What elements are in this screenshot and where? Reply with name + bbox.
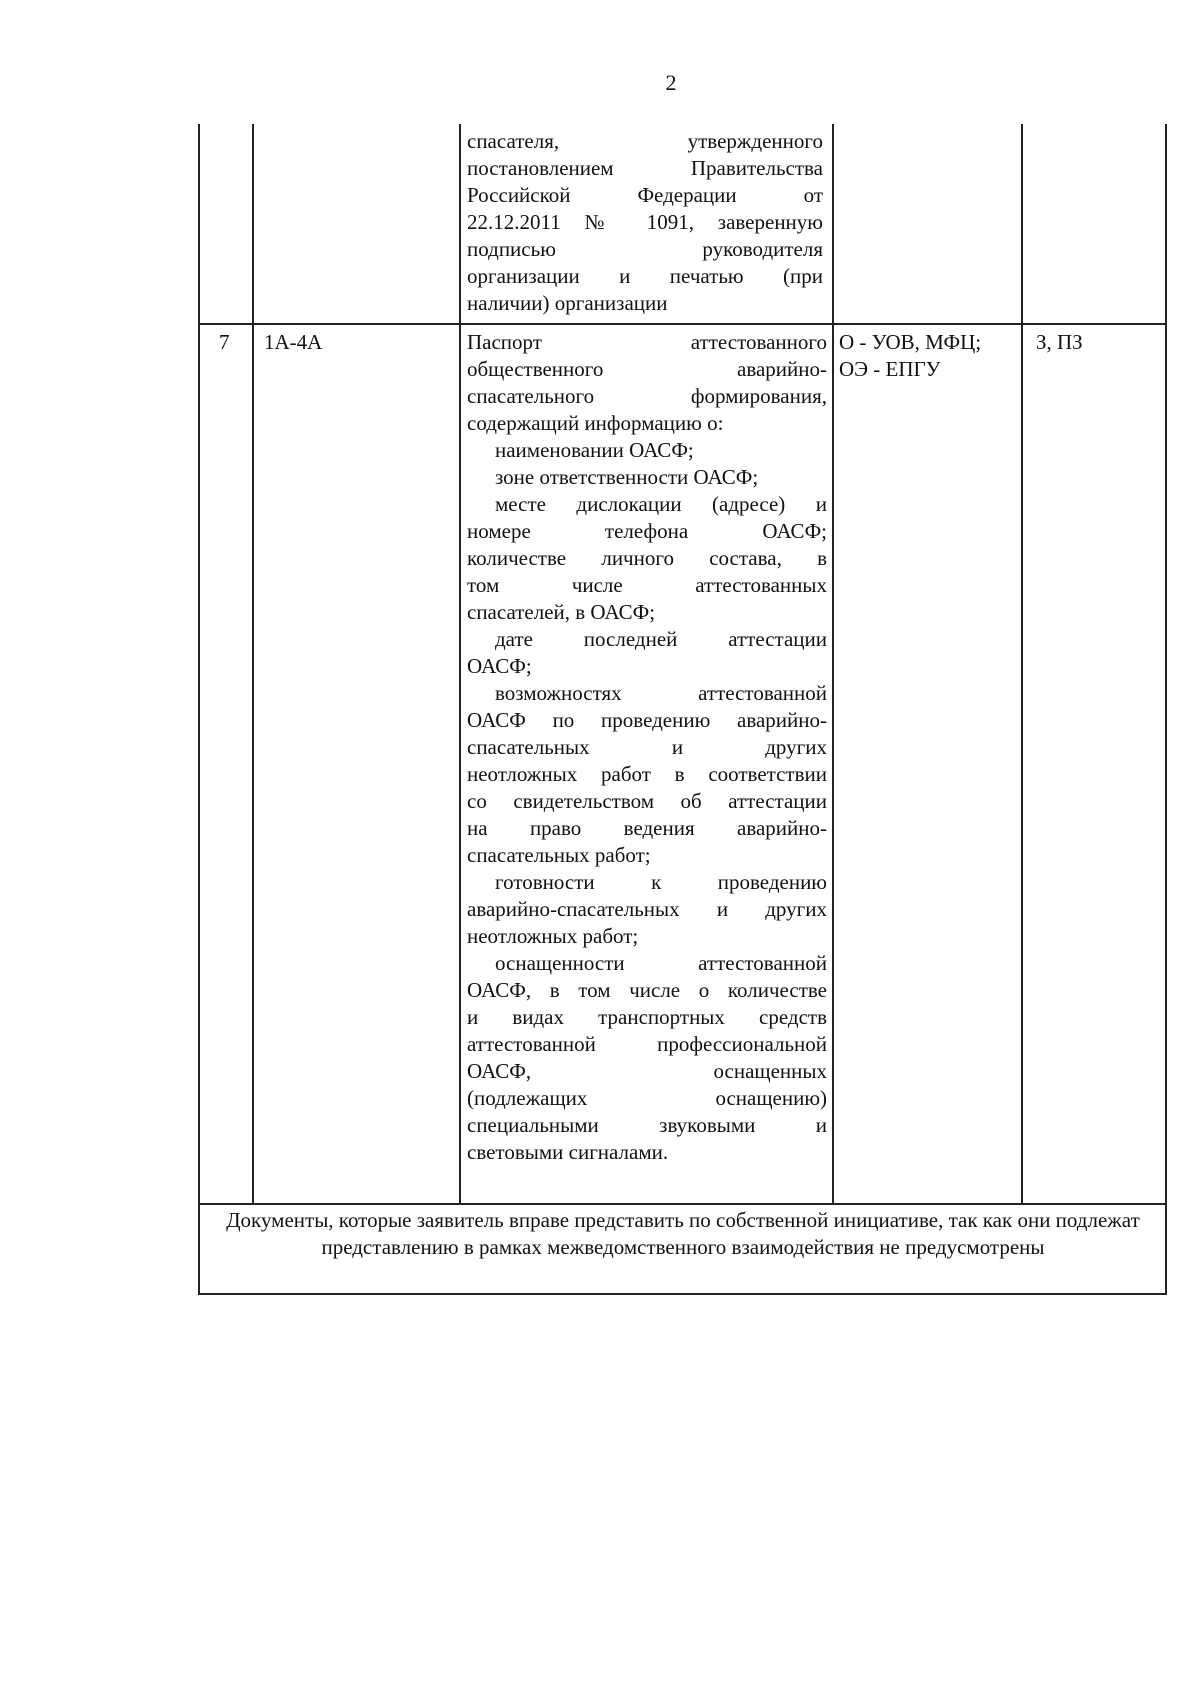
row-divider-2 bbox=[198, 1203, 1167, 1205]
document-line: спасательных работ; bbox=[467, 843, 651, 867]
document-line: зоне ответственности ОАСФ; bbox=[495, 465, 759, 489]
row-number: 7 bbox=[219, 330, 230, 354]
document-line: спасателей, в ОАСФ; bbox=[467, 600, 656, 624]
document-line: ОАСФ, оснащенных bbox=[467, 1059, 827, 1083]
document-line: подписью руководителя bbox=[467, 237, 823, 261]
column-divider-3 bbox=[832, 124, 834, 1204]
document-line: ОАСФ; bbox=[467, 654, 532, 678]
document-line: номере телефона ОАСФ; bbox=[467, 519, 827, 543]
document-line: содержащий информацию о: bbox=[467, 411, 724, 435]
table-border-right bbox=[1165, 124, 1167, 1294]
table-border-bottom bbox=[198, 1293, 1167, 1295]
document-line: со свидетельством об аттестации bbox=[467, 789, 827, 813]
document-line: неотложных работ в соответствии bbox=[467, 762, 827, 786]
document-type: З, ПЗ bbox=[1036, 330, 1083, 354]
document-line: аварийно-спасательных и других bbox=[467, 897, 827, 921]
document-line: наименовании ОАСФ; bbox=[495, 438, 694, 462]
document-line: возможностях аттестованной bbox=[495, 681, 827, 705]
document-code: 1А-4А bbox=[264, 330, 323, 354]
column-divider-2 bbox=[459, 124, 461, 1204]
document-line: Паспорт аттестованного bbox=[467, 330, 827, 354]
document-line: (подлежащих оснащению) bbox=[467, 1086, 827, 1110]
submission-method-cell bbox=[839, 329, 1017, 383]
footer-note: Документы, которые заявитель вправе представить по собственной инициативе, так как они подлежат представлению в рамках межведомственного взаимодействия не предусмотрены bbox=[226, 1208, 1140, 1259]
document-line: спасателя, утвержденного bbox=[467, 129, 823, 153]
continued-document-cell bbox=[467, 128, 823, 317]
row-7-document-cell bbox=[467, 329, 827, 1166]
document-line: специальными звуковыми и bbox=[467, 1113, 827, 1137]
document-line: готовности к проведению bbox=[495, 870, 827, 894]
document-line: общественного аварийно- bbox=[467, 357, 827, 381]
document-line: том числе аттестованных bbox=[467, 573, 827, 597]
document-line: оснащенности аттестованной bbox=[495, 951, 827, 975]
document-line: световыми сигналами. bbox=[467, 1140, 669, 1164]
document-line: аттестованной профессиональной bbox=[467, 1032, 827, 1056]
row-divider-1 bbox=[198, 323, 1167, 325]
submission-line: ОЭ - ЕПГУ bbox=[839, 357, 941, 381]
submission-line: О - УОВ, МФЦ; bbox=[839, 330, 982, 354]
column-divider-4 bbox=[1021, 124, 1023, 1204]
document-line: наличии) организации bbox=[467, 291, 668, 315]
document-line: Российской Федерации от bbox=[467, 183, 823, 207]
document-line: месте дислокации (адресе) и bbox=[495, 492, 827, 516]
table-border-left bbox=[198, 124, 200, 1294]
document-line: количестве личного состава, в bbox=[467, 546, 827, 570]
document-line: постановлением Правительства bbox=[467, 156, 823, 180]
document-line: и видах транспортных средств bbox=[467, 1005, 827, 1029]
document-line: организации и печатью (при bbox=[467, 264, 823, 288]
document-line: ОАСФ по проведению аварийно- bbox=[467, 708, 827, 732]
document-line: ОАСФ, в том числе о количестве bbox=[467, 978, 827, 1002]
document-line: на право ведения аварийно- bbox=[467, 816, 827, 840]
document-line: спасательных и других bbox=[467, 735, 827, 759]
column-divider-1 bbox=[252, 124, 254, 1204]
document-line: спасательного формирования, bbox=[467, 384, 827, 408]
document-line: 22.12.2011 № 1091, заверенную bbox=[467, 210, 823, 234]
document-line: неотложных работ; bbox=[467, 924, 639, 948]
document-line: дате последней аттестации bbox=[495, 627, 827, 651]
page-number: 2 bbox=[665, 70, 677, 95]
